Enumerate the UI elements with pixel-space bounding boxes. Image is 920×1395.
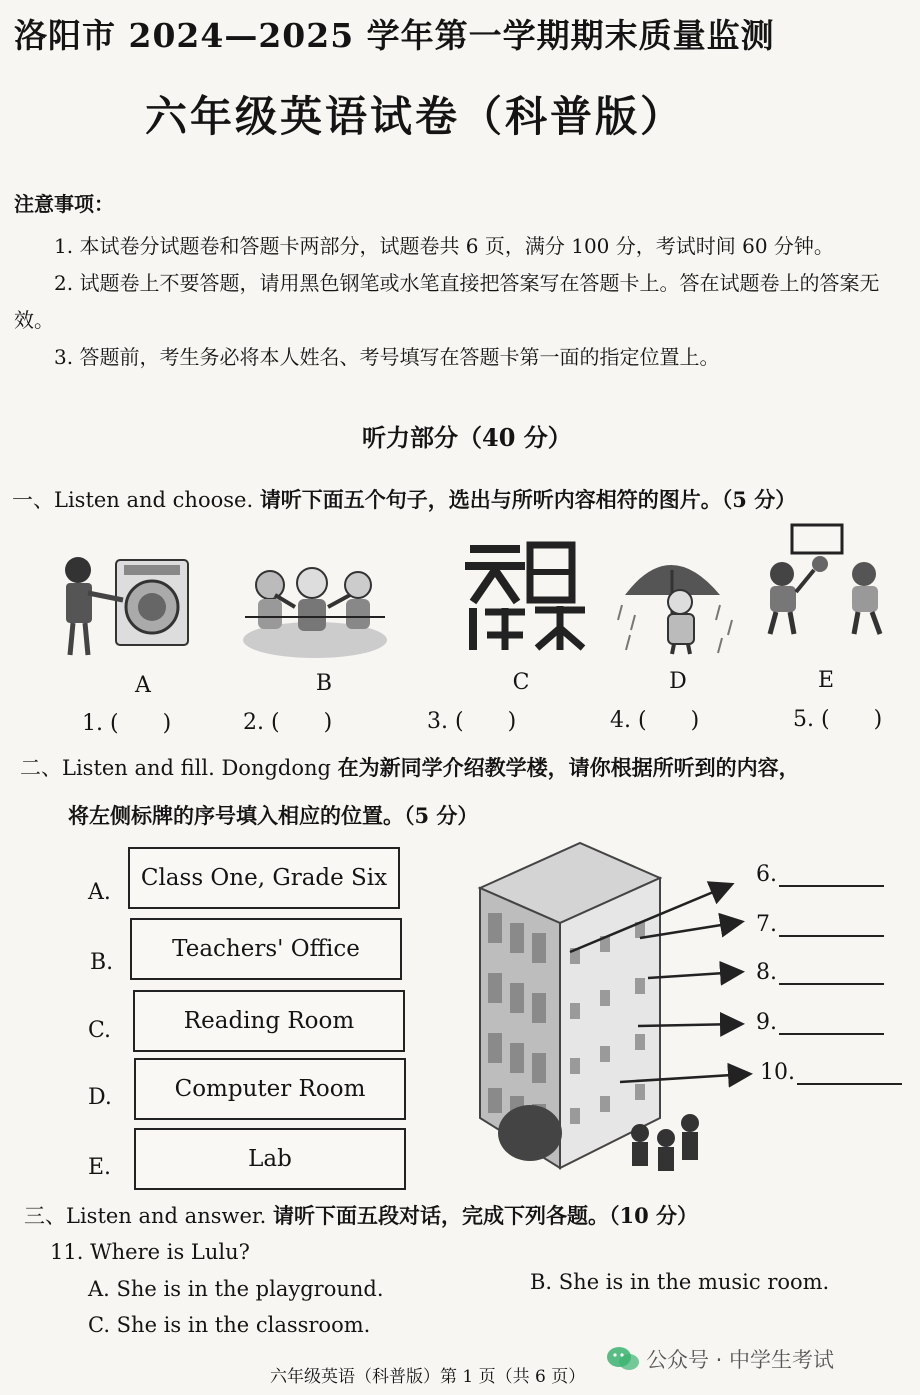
watermark: [606, 1343, 906, 1375]
children-running-race-icon: [240, 555, 390, 670]
sign-box-a: Class One, Grade Six: [128, 847, 400, 909]
notice-item: 3. 答题前，考生务必将本人姓名、考号填写在答题卡第一面的指定位置上。: [54, 345, 720, 369]
blank-10[interactable]: 10.: [760, 1060, 902, 1085]
option-label-a: A.: [88, 880, 111, 905]
notice-title: 注意事项：: [14, 192, 114, 216]
arrow-group: [560, 860, 760, 1090]
option-label-b: B.: [90, 950, 114, 975]
section3-heading: [24, 1200, 698, 1230]
notice-list: [14, 228, 894, 376]
listening-part-title: 听力部分（40 分）: [362, 423, 572, 452]
blank-6[interactable]: 6.: [756, 862, 884, 887]
watermark-text: 公众号 · 中学生考试: [646, 1348, 835, 1372]
exam-subtitle: 六年级英语试卷（科普版）: [145, 92, 686, 141]
sign-box-b: Teachers' Office: [130, 918, 402, 980]
girl-with-umbrella-rain-icon: [610, 540, 760, 655]
question-11: 11. Where is Lulu?: [50, 1240, 250, 1264]
answer-blank-5[interactable]: 5. ( ): [793, 707, 883, 732]
section1-heading-cn: 请听下面五个句子，选出与所听内容相符的图片。（5 分）: [259, 487, 797, 512]
section2-heading-en: 二、Listen and fill. Dongdong: [20, 756, 331, 780]
notice-item: 2. 试题卷上不要答题，请用黑色钢笔或水笔直接把答案写在答题卡上。答在试题卷上的答案无效。: [14, 271, 880, 332]
picture-letter-b: B: [315, 671, 333, 696]
section3-heading-cn: 请听下面五段对话，完成下列各题。（10 分）: [273, 1203, 699, 1228]
boys-playing-basketball-icon: [752, 522, 902, 637]
section2-heading-line2: 将左侧标牌的序号填入相应的位置。（5 分）: [68, 803, 479, 828]
picture-letter-e: E: [817, 668, 835, 693]
sign-box-e: Lab: [134, 1128, 406, 1190]
option-label-e: E.: [88, 1155, 112, 1180]
choice-a[interactable]: A. She is in the playground.: [88, 1277, 384, 1301]
picture-letter-c: C: [512, 670, 530, 695]
choice-b[interactable]: B. She is in the music room.: [530, 1270, 830, 1294]
answer-blank-1[interactable]: 1. ( ): [82, 711, 172, 736]
girl-washing-machine-icon: [48, 545, 198, 660]
blank-7[interactable]: 7.: [756, 912, 884, 937]
sign-box-c: Reading Room: [133, 990, 405, 1052]
picture-letter-d: D: [669, 669, 687, 694]
page-footer: 六年级英语（科普版）第 1 页（共 6 页）: [270, 1367, 586, 1387]
option-label-c: C.: [88, 1018, 112, 1043]
choice-c[interactable]: C. She is in the classroom.: [88, 1313, 371, 1337]
picture-letter-a: A: [135, 673, 151, 698]
blank-9[interactable]: 9.: [756, 1010, 884, 1035]
answer-blank-3[interactable]: 3. ( ): [427, 709, 517, 734]
blank-8[interactable]: 8.: [756, 960, 884, 985]
section1-heading: [12, 484, 796, 514]
sign-box-d: Computer Room: [134, 1058, 406, 1120]
section1-heading-en: 一、Listen and choose.: [12, 488, 254, 512]
answer-blank-4[interactable]: 4. ( ): [610, 708, 700, 733]
option-label-d: D.: [88, 1085, 112, 1110]
answer-blank-2[interactable]: 2. ( ): [243, 710, 333, 735]
notice-item: 1. 本试卷分试题卷和答题卡两部分，试题卷共 6 页，满分 100 分，考试时间 60 分钟。: [54, 234, 834, 258]
exam-title: 洛阳市 2024—2025 学年第一学期期末质量监测: [14, 16, 775, 55]
section2-heading: [20, 752, 800, 782]
section2-heading-cn: 在为新同学介绍教学楼，请你根据所听到的内容，: [337, 755, 800, 780]
wechat-icon: [606, 1345, 640, 1373]
section3-heading-en: 三、Listen and answer.: [24, 1204, 267, 1228]
new-year-greeting-icon: [455, 540, 605, 655]
